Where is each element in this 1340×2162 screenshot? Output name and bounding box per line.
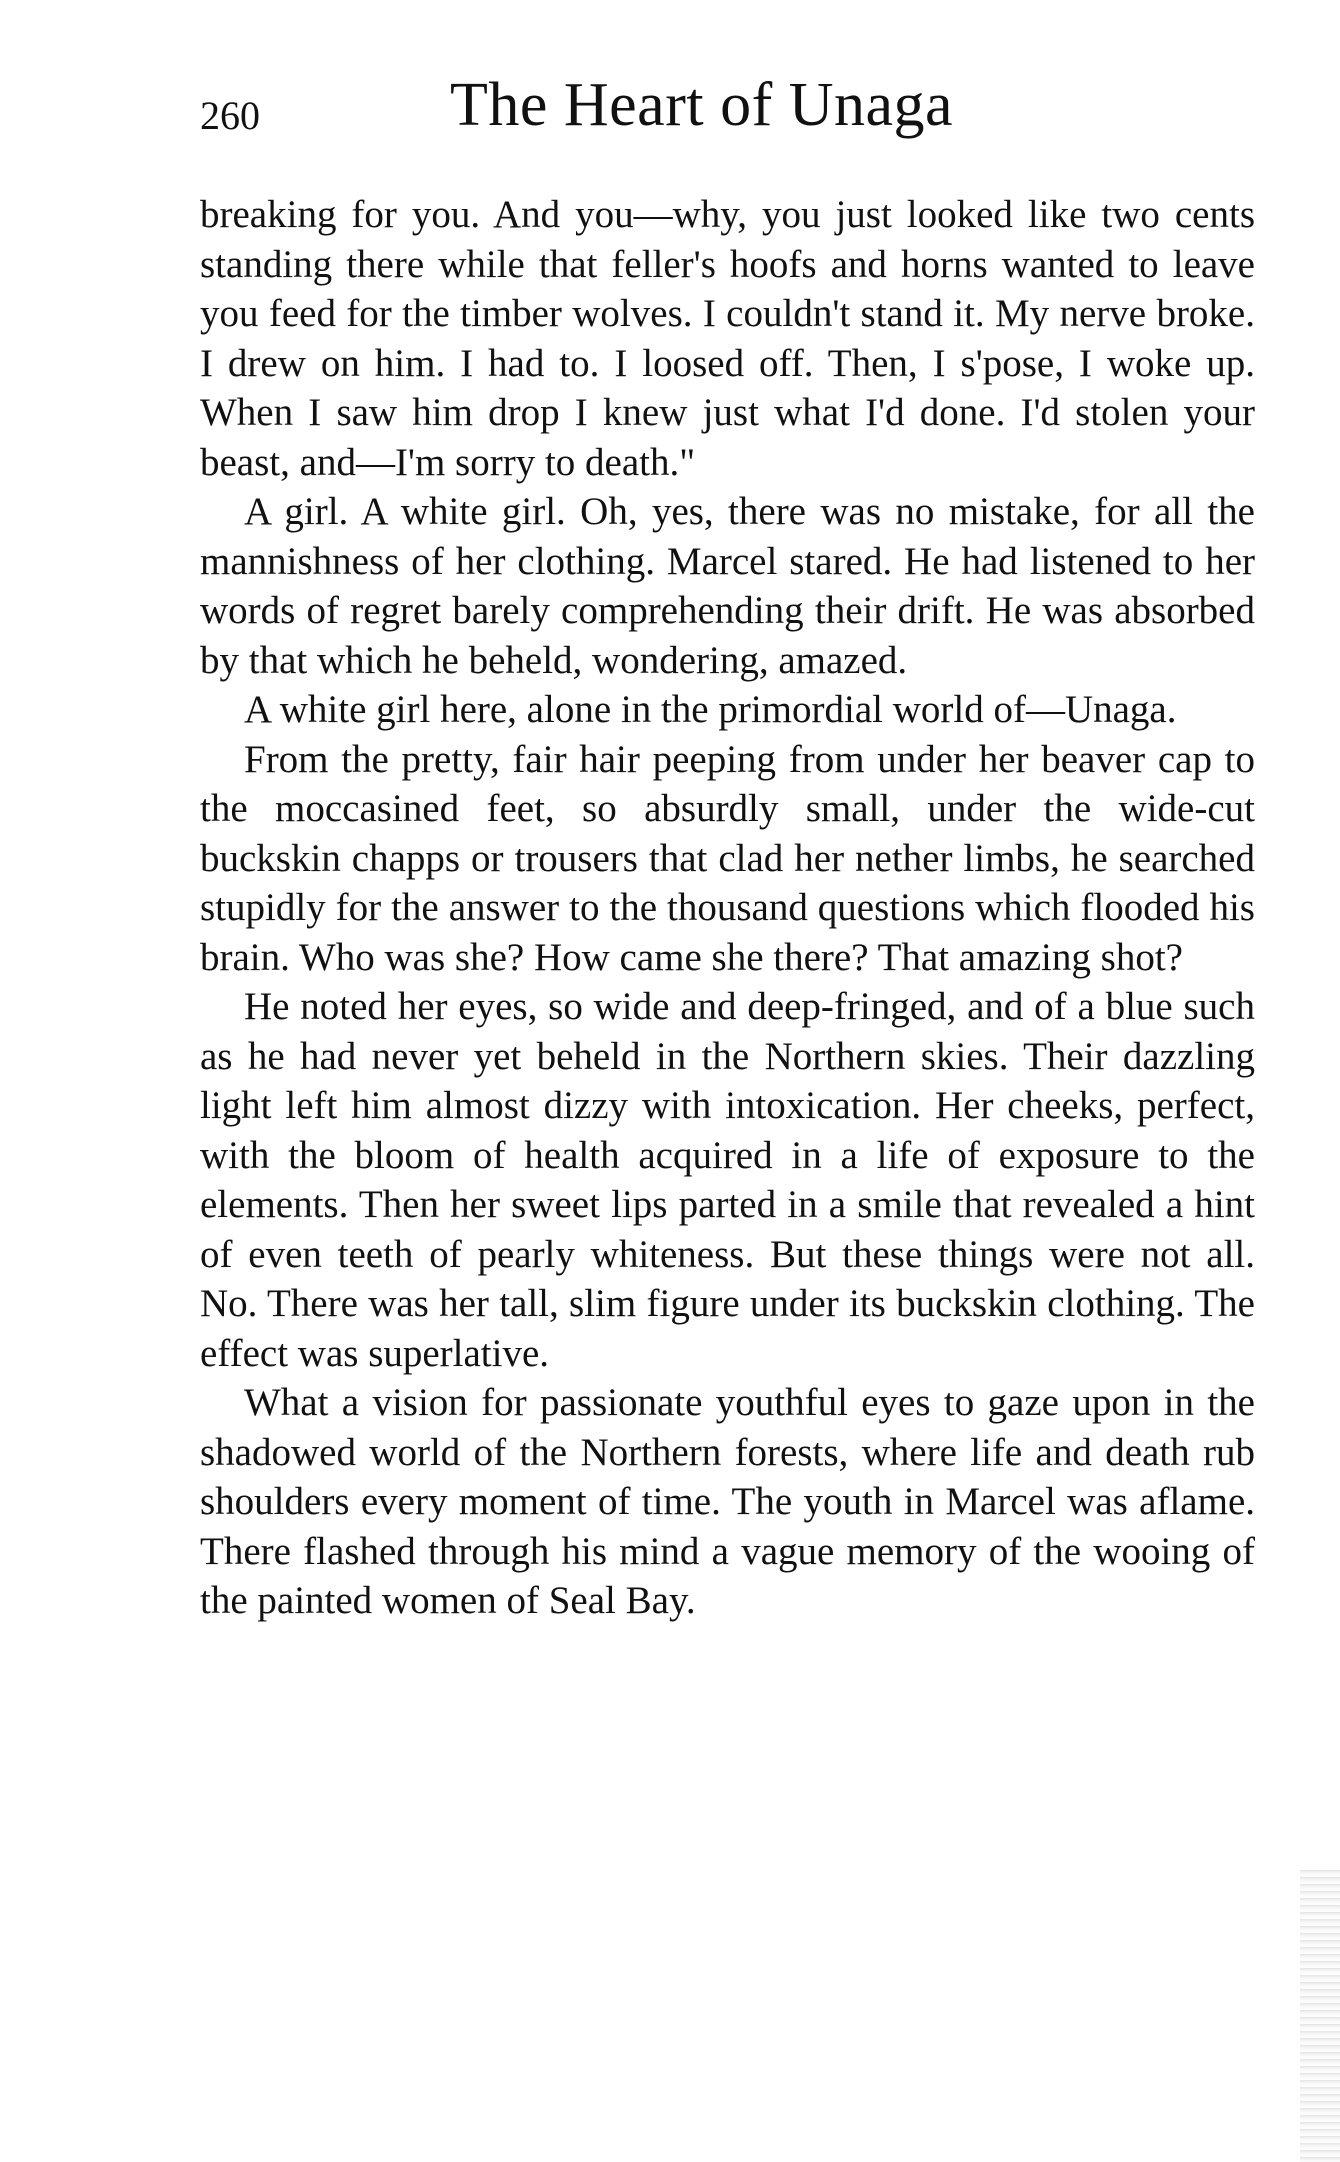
paragraph-6: What a vision for passionate youthful eyes to gaze upon in the shadowed world of the Northern forests, where life and death rub shoulders every moment of time. The youth in Marcel was aflame. There flashed through his mind a vague memory of the wooing of the painted women of Seal Bay.	[200, 1381, 1255, 1622]
paragraph-1: breaking for you. And you—why, you just looked like two cents standing there while that feller's hoofs and horns wanted to leave you feed for the timber wolves. I couldn't stand it. My nerve broke. I drew on him. I had to. I loosed off. Then, I s'pose, I woke up. When I saw him drop I knew just what I'd done. I'd stolen your beast, and—I'm sorry to death."	[200, 193, 1255, 484]
paragraph-5: He noted her eyes, so wide and deep-fringed, and of a blue such as he had never yet beheld in the Northern skies. Their dazzling light left him almost dizzy with intoxication. Her cheeks, perfect, with the bloom of health acquired in a life of exposure to the elements. Then her sweet lips parted in a smile that revealed a hint of even teeth of pearly whiteness. But these things were not all. No. There was her tall, slim figure under its buckskin clothing. The effect was superlative.	[200, 985, 1255, 1375]
paragraph-3: A white girl here, alone in the primordial world of—Unaga.	[244, 688, 1177, 731]
body-text	[200, 190, 1255, 1626]
paragraph-4: From the pretty, fair hair peeping from under her beaver cap to the moccasined feet, so absurdly small, under the wide-cut buckskin chapps or trousers that clad her nether limbs, he searched stupidly for the answer to the thousand questions which flooded his brain. Who was she? How came she there? That amazing shot?	[200, 737, 1255, 979]
page-header	[200, 70, 1260, 160]
paragraph-2: A girl. A white girl. Oh, yes, there was no mistake, for all the mannishness of her clothing. Marcel stared. He had listened to her words of regret barely comprehending their drift. He was absorbed by that which he beheld, wondering, amazed.	[200, 490, 1255, 682]
running-title: The Heart of Unaga	[450, 71, 954, 139]
page-edge-speckle	[1300, 1870, 1340, 2162]
page-number: 260	[200, 93, 260, 138]
